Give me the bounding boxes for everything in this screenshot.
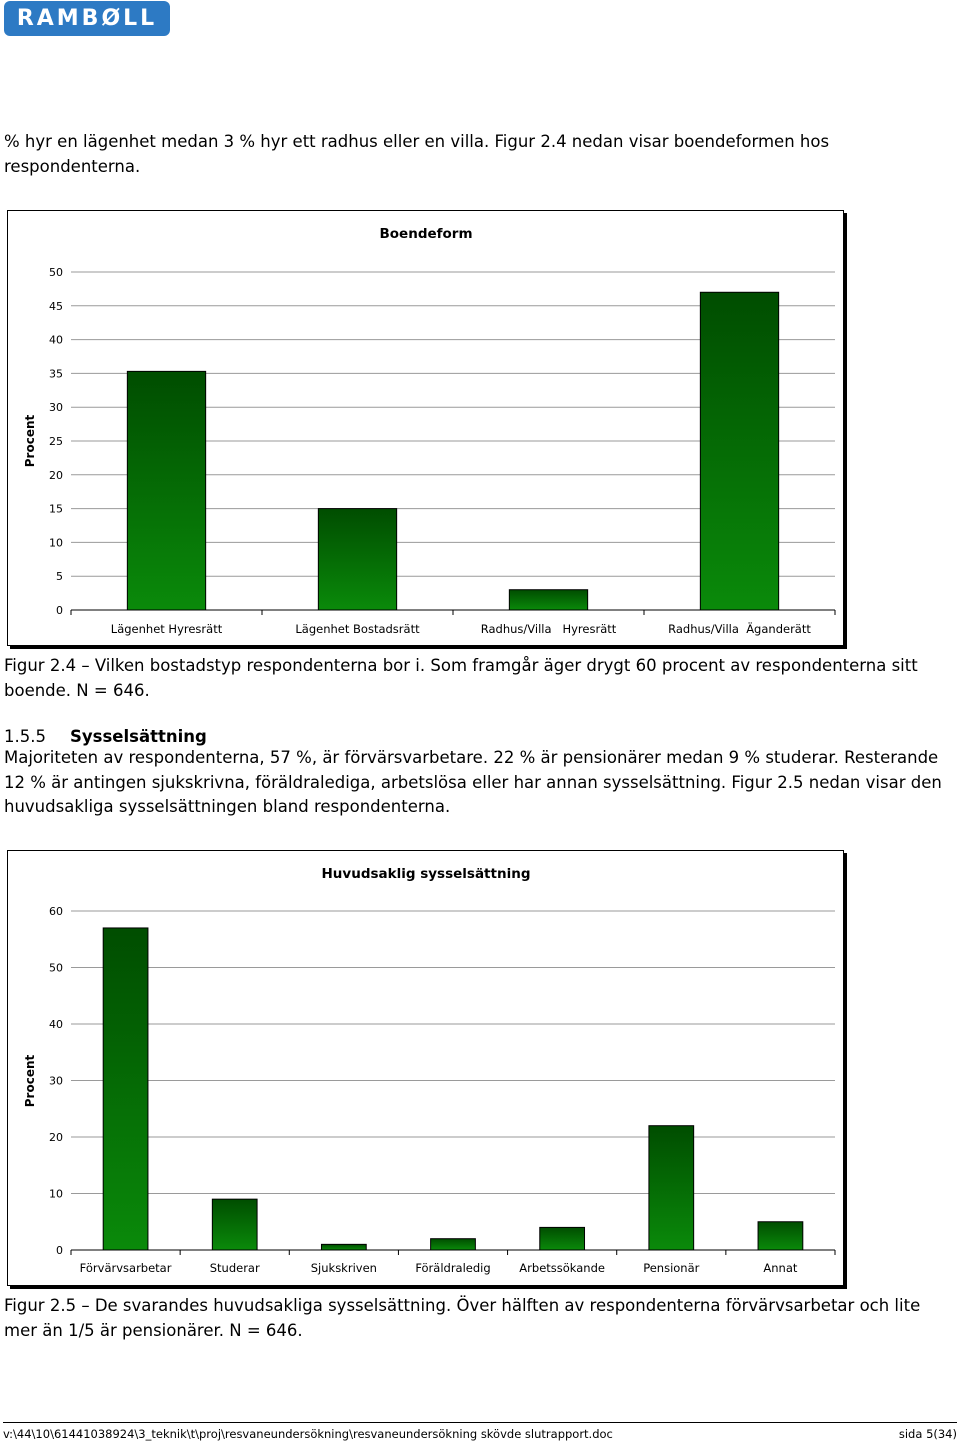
y-tick-label: 50 xyxy=(49,266,63,279)
bar-sjukskriven xyxy=(321,1244,366,1250)
y-tick-label: 50 xyxy=(49,961,63,975)
y-tick-label: 60 xyxy=(49,905,63,918)
footer-page-number: sida 5(34) xyxy=(898,1427,957,1441)
y-tick-label: 25 xyxy=(49,435,63,448)
y-tick-label: 5 xyxy=(56,570,63,584)
y-tick-label: 10 xyxy=(49,1187,63,1201)
bar-radhus-villa-äganderätt xyxy=(700,292,778,610)
bar-förvärvsarbetar xyxy=(103,928,148,1250)
intro-paragraph: % hyr en lägenhet medan 3 % hyr ett radhus eller en villa. Figur 2.4 nedan visar boendeformen hos respondenterna. xyxy=(4,132,830,176)
chart-huvudsaklig-sysselsattning xyxy=(7,850,844,1286)
bar-lägenhet-hyresrätt xyxy=(127,371,205,610)
bar-pensionär xyxy=(649,1126,694,1250)
x-category-label: Radhus/Villa Hyresrätt xyxy=(480,622,617,636)
bar-föräldraledig xyxy=(431,1239,476,1250)
chart-huvudsaklig-sysselsattning-svg xyxy=(8,851,843,1285)
section-number: 1.5.5 xyxy=(4,727,46,746)
x-category-label: Föräldraledig xyxy=(415,1261,491,1275)
x-category-label: Arbetssökande xyxy=(519,1261,605,1275)
y-tick-label: 10 xyxy=(49,536,63,550)
page-footer xyxy=(3,1422,957,1441)
bar-annat xyxy=(758,1222,803,1250)
y-tick-label: 20 xyxy=(49,468,63,482)
body-paragraph: Majoriteten av respondenterna, 57 %, är förvärsvarbetare. 22 % är pensionärer medan 9 % studerar. Resterande 12 % är antingen sjukskrivna, föräldralediga, arbetslösa eller har annan sysselsättning. Figur 2.5 nedan visar den huvudsakliga sysselsättningen bland respondenterna. xyxy=(4,748,942,816)
chart-title: Boendeform xyxy=(379,226,473,242)
y-axis-label: Procent xyxy=(23,414,37,468)
figure-2-5-caption: Figur 2.5 – De svarandes huvudsakliga sysselsättning. Över hälften av respondenterna förvärvsarbetar och lite mer än 1/5 är pensionärer. N = 646. xyxy=(4,1296,921,1340)
x-category-label: Studerar xyxy=(209,1261,260,1275)
y-tick-label: 15 xyxy=(49,502,63,516)
x-category-label: Lägenhet Hyresrätt xyxy=(110,622,223,636)
y-tick-label: 30 xyxy=(49,401,63,415)
y-tick-label: 0 xyxy=(56,604,63,617)
x-category-label: Annat xyxy=(763,1261,798,1275)
x-category-label: Sjukskriven xyxy=(310,1261,377,1275)
section-title: Sysselsättning xyxy=(70,727,207,746)
y-tick-label: 20 xyxy=(49,1131,63,1144)
y-tick-label: 35 xyxy=(49,367,63,381)
ramboll-logo: RAMBØLL xyxy=(4,1,170,36)
bar-radhus-villa-hyresrätt xyxy=(509,590,587,610)
x-category-label: Förvärvsarbetar xyxy=(79,1261,172,1275)
x-category-label: Pensionär xyxy=(643,1261,700,1275)
y-tick-label: 0 xyxy=(56,1244,63,1257)
y-tick-label: 45 xyxy=(49,299,63,313)
footer-file-path: v:\44\10\61441038924\3_teknik\t\proj\resvaneundersökning\resvaneundersökning skövde slutrapport.doc xyxy=(3,1427,613,1441)
bar-studerar xyxy=(212,1199,257,1250)
bar-lägenhet-bostadsrätt xyxy=(318,509,396,610)
bar-arbetssökande xyxy=(540,1227,585,1250)
y-axis-label: Procent xyxy=(23,1054,37,1108)
x-category-label: Lägenhet Bostadsrätt xyxy=(295,622,420,636)
chart-title: Huvudsaklig sysselsättning xyxy=(321,866,531,882)
y-tick-label: 40 xyxy=(49,333,63,347)
y-tick-label: 30 xyxy=(49,1074,63,1088)
chart-boendeform-svg xyxy=(8,211,843,645)
y-tick-label: 40 xyxy=(49,1018,63,1031)
chart-boendeform xyxy=(7,210,844,646)
figure-2-4-caption: Figur 2.4 – Vilken bostadstyp respondenterna bor i. Som framgår äger drygt 60 procent av respondenterna sitt boende. N = 646. xyxy=(4,656,918,700)
x-category-label: Radhus/Villa Äganderätt xyxy=(668,622,811,636)
